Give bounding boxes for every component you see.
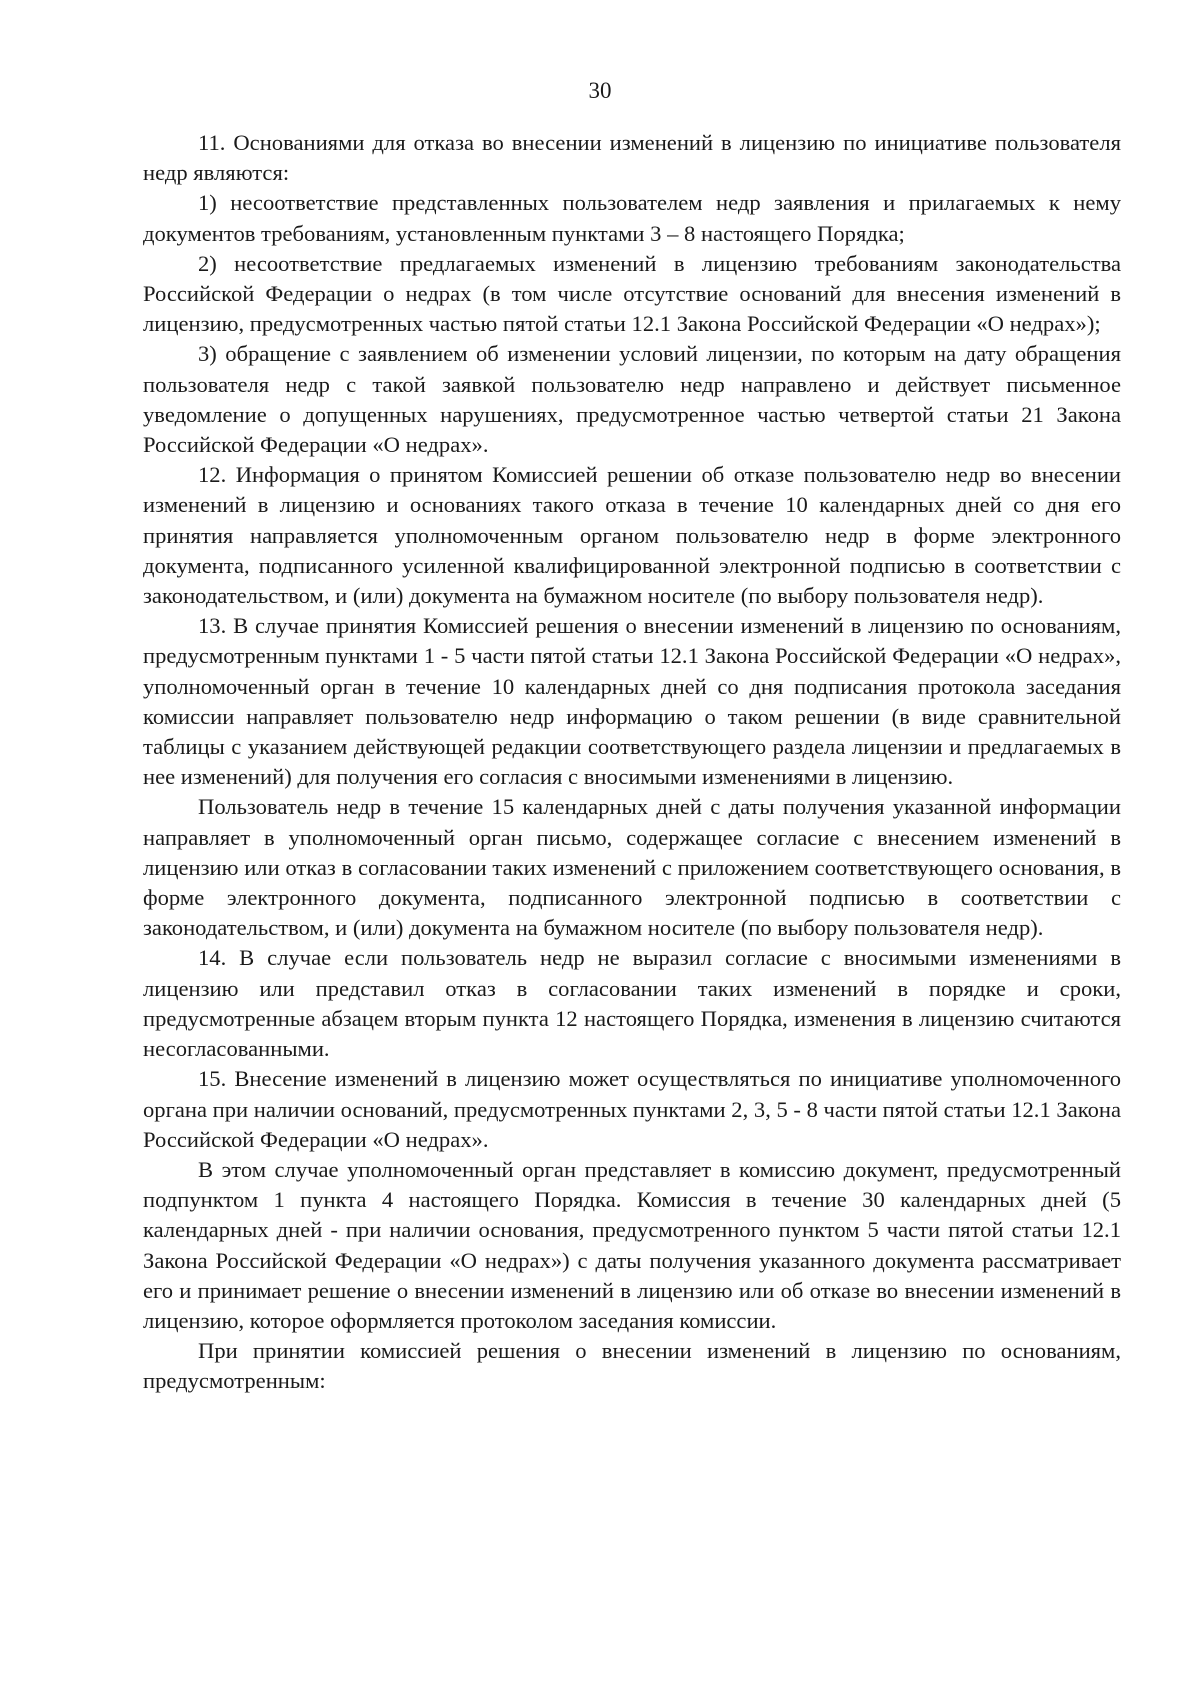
paragraph-11-item-1: 1) несоответствие представленных пользователем недр заявления и прилагаемых к нему документов требованиям, установленным пунктами 3 – 8 настоящего Порядка; (143, 190, 1121, 246)
paragraph-13-continuation: Пользователь недр в течение 15 календарных дней с даты получения указанной информации направляет в уполномоченный орган письмо, содержащее согласие с внесением изменений в лицензию или отказ в согласовании таких изменений с приложением соответствующего основания, в форме электронного документа, подписанного электронной подписью в соответствии с законодательством, и (или) документа на бумажном носителе (по выбору пользователя недр). (143, 794, 1121, 941)
paragraph-12: 12. Информация о принятом Комиссией решении об отказе пользователю недр во внесении изменений в лицензию и основаниях такого отказа в течение 10 календарных дней со дня его принятия направляется уполномоченным органом пользователю недр в форме электронного документа, подписанного усиленной квалифицированной электронной подписью в соответствии с законодательством, и (или) документа на бумажном носителе (по выбору пользователя недр). (143, 462, 1121, 609)
document-body (143, 128, 1121, 1397)
paragraph-14: 14. В случае если пользователь недр не выразил согласие с вносимыми изменениями в лицензию или представил отказ в согласовании таких изменений в порядке и сроки, предусмотренные абзацем вторым пункта 12 настоящего Порядка, изменения в лицензию считаются несогласованными. (143, 945, 1121, 1062)
paragraph-15: 15. Внесение изменений в лицензию может осуществляться по инициативе уполномоченного органа при наличии оснований, предусмотренных пунктами 2, 3, 5 - 8 части пятой статьи 12.1 Закона Российской Федерации «О недрах». (143, 1066, 1121, 1152)
page-number: 30 (588, 78, 612, 103)
paragraph-11-item-2: 2) несоответствие предлагаемых изменений в лицензию требованиям законодательства Российской Федерации о недрах (в том числе отсутствие оснований для внесения изменений в лицензию, предусмотренных частью пятой статьи 12.1 Закона Российской Федерации «О недрах»); (143, 250, 1121, 337)
paragraph-11-item-3: 3) обращение с заявлением об изменении условий лицензии, по которым на дату обращения пользователя недр с такой заявкой пользователю недр направлено и действует письменное уведомление о допущенных нарушениях, предусмотренное частью четвертой статьи 21 Закона Российской Федерации «О недрах». (143, 341, 1121, 458)
paragraph-11: 11. Основаниями для отказа во внесении изменений в лицензию по инициативе пользователя недр являются: (143, 130, 1121, 186)
paragraph-15-final: При принятии комиссией решения о внесении изменений в лицензию по основаниям, предусмотренным: (143, 1338, 1121, 1394)
paragraph-13: 13. В случае принятия Комиссией решения о внесении изменений в лицензию по основаниям, предусмотренным пунктами 1 - 5 части пятой статьи 12.1 Закона Российской Федерации «О недрах», уполномоченный орган в течение 10 календарных дней со дня подписания протокола заседания комиссии направляет пользователю недр информацию о таком решении (в виде сравнительной таблицы с указанием действующей редакции соответствующего раздела лицензии и предлагаемых в нее изменений) для получения его согласия с вносимыми изменениями в лицензию. (143, 613, 1121, 790)
paragraph-15-continuation: В этом случае уполномоченный орган представляет в комиссию документ, предусмотренный подпунктом 1 пункта 4 настоящего Порядка. Комиссия в течение 30 календарных дней (5 календарных дней - при наличии основания, предусмотренного пунктом 5 части пятой статьи 12.1 Закона Российской Федерации «О недрах») с даты получения указанного документа рассматривает его и принимает решение о внесении изменений в лицензию или об отказе во внесении изменений в лицензию, которое оформляется протоколом заседания комиссии. (143, 1156, 1121, 1333)
